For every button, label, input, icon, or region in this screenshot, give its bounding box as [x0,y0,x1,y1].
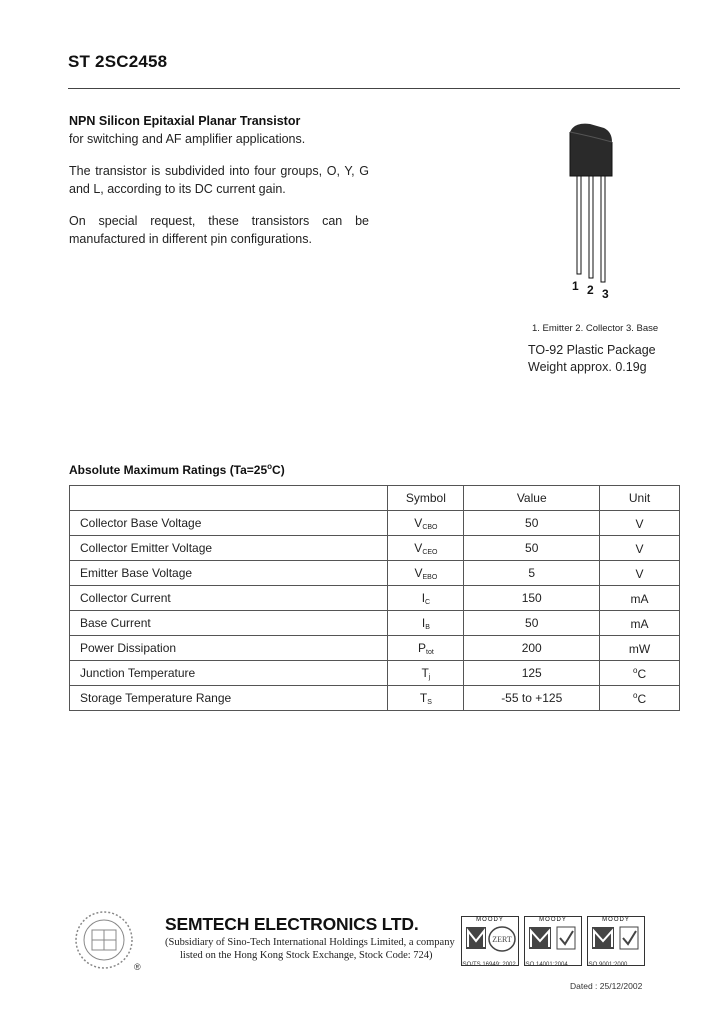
unit-cell: V [600,536,680,561]
value-cell: -55 to +125 [464,686,600,711]
unit-cell: mA [600,611,680,636]
pin-description: 1. Emitter 2. Collector 3. Base [532,323,659,334]
table-row [70,536,680,561]
table-row [70,511,680,536]
table-row [70,661,680,686]
value-cell: 50 [464,511,600,536]
unit-cell: $^o$C [600,661,680,686]
document-date: Dated : 25/12/2002 [570,981,643,991]
absolute-maximum-ratings-table [69,485,680,711]
parameter-cell: Storage Temperature Range [70,686,388,711]
pin-number-3: 3 [602,287,609,301]
certification-badge-3 [587,916,645,966]
table-row [70,636,680,661]
header-symbol: Symbol [388,486,464,511]
package-info [528,342,656,376]
cert-caption-2: ISO 14001:2004 [524,962,568,968]
description-groups: The transistor is subdivided into four groups, O, Y, G and L, according to its DC current gain. [69,164,369,196]
header-parameter [70,486,388,511]
value-cell: 125 [464,661,600,686]
header-value: Value [464,486,600,511]
ratings-title: Absolute Maximum Ratings $(Ta=25^oC)$ [69,462,285,477]
cert-caption-1: ISO/TS 16949: 2002 [461,962,516,968]
cert-label: MOODY [476,917,504,923]
parameter-cell: Power Dissipation [70,636,388,661]
header-divider [68,88,680,89]
certification-badge-2 [524,916,582,966]
parameter-cell: Collector Base Voltage [70,511,388,536]
moody-cert-icon [588,923,644,961]
description-pin-config: On special request, these transistors can be manufactured in different pin configurations. [69,214,369,246]
parameter-cell: Emitter Base Voltage [70,561,388,586]
symbol-cell: VCBO [388,511,464,536]
pin-number-1: 1 [572,279,579,293]
symbol-cell: VCEO [388,536,464,561]
value-cell: 5 [464,561,600,586]
value-cell: 50 [464,536,600,561]
unit-cell: $^o$C [600,686,680,711]
company-listing-text: listed on the Hong Kong Stock Exchange, Stock Code: 724) [180,950,433,961]
company-subsidiary-text: (Subsidiary of Sino-Tech International Holdings Limited, a company [165,937,455,948]
parameter-cell: Junction Temperature [70,661,388,686]
header-unit: Unit [600,486,680,511]
to92-transistor-illustration [560,118,640,298]
pin-number-2: 2 [587,283,594,297]
table-row [70,586,680,611]
company-name: SEMTECH ELECTRONICS LTD. [165,914,419,934]
value-cell: 50 [464,611,600,636]
symbol-cell: IC [388,586,464,611]
product-description [69,112,369,248]
semtech-logo-icon [74,908,134,972]
description-heading: NPN Silicon Epitaxial Planar Transistor [69,114,301,128]
cert-caption-3: ISO 9001:2000 [587,962,628,968]
description-line1: for switching and AF amplifier applications. [69,132,306,146]
table-row [70,611,680,636]
moody-cert-icon [525,923,581,961]
page-title: ST 2SC2458 [68,52,168,71]
unit-cell: V [600,511,680,536]
table-header-row [70,486,680,511]
symbol-cell: IB [388,611,464,636]
cert-label: MOODY [602,917,630,923]
svg-text:ZERT: ZERT [492,935,512,944]
table-row [70,561,680,586]
symbol-cell: Ptot [388,636,464,661]
table-row [70,686,680,711]
certification-badge-1 [461,916,519,966]
parameter-cell: Collector Emitter Voltage [70,536,388,561]
unit-cell: mW [600,636,680,661]
registered-trademark-icon: ® [134,962,141,972]
parameter-cell: Collector Current [70,586,388,611]
unit-cell: mA [600,586,680,611]
unit-cell: V [600,561,680,586]
symbol-cell: Tj [388,661,464,686]
value-cell: 150 [464,586,600,611]
symbol-cell: TS [388,686,464,711]
parameter-cell: Base Current [70,611,388,636]
package-weight: Weight approx. 0.19g [528,360,647,374]
cert-label: MOODY [539,917,567,923]
moody-cert-icon [462,923,518,961]
value-cell: 200 [464,636,600,661]
symbol-cell: VEBO [388,561,464,586]
package-name: TO-92 Plastic Package [528,343,656,357]
